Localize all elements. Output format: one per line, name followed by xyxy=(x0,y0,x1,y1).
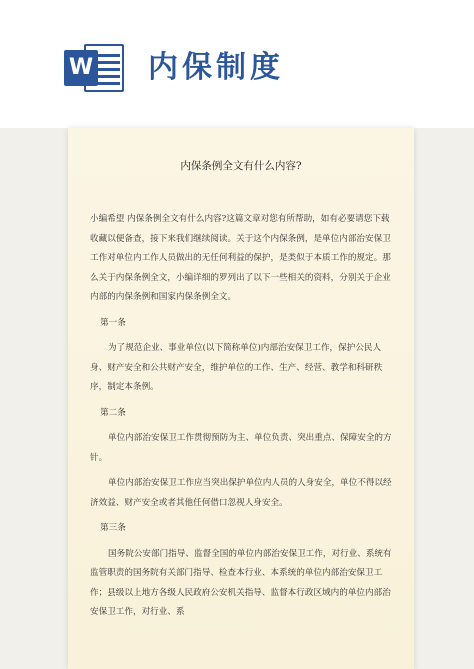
article-1-text: 为了规范企业、事业单位(以下简称单位)内部治安保卫工作，保护公民人身、财产安全和公共财产安全，维护单位的工作、生产、经营、教学和科研秩序，制定本条例。 xyxy=(90,343,383,392)
article-2-text-1: 单位内部治安保卫工作贯彻预防为主、单位负责、突出重点、保障安全的方针。 xyxy=(90,433,392,463)
header xyxy=(0,0,474,128)
article-3-text: 国务院公安部门指导、监督全国的单位内部治安保卫工作，对行业、系统有监管职责的国务院有关部门指导、检查本行业、本系统的单位内部治安保卫工作；县级以上地方各级人民政府公安机关指导、监督本行政区域内的单位内部治安保卫工作，对行业、系 xyxy=(90,548,392,617)
document-stage xyxy=(0,128,474,669)
document-body xyxy=(90,210,394,623)
page-title: 内保制度 xyxy=(148,50,284,85)
article-2-text-2: 单位内部治安保卫工作应当突出保护单位内人员的人身安全，单位不得以经济效益、财产安全或者其他任何借口忽视人身安全。 xyxy=(90,478,392,508)
article-heading-3: 第三条 xyxy=(100,523,126,533)
document-page xyxy=(68,128,414,669)
document-title: 内保条例全文有什么内容? xyxy=(180,160,302,172)
article-heading-2: 第二条 xyxy=(100,407,126,418)
paragraph-intro: 小编希望 内保条例全文有什么内容?这篇文章对您有所帮助，如有必要请您下载收藏以便备查，接下来我们继续阅读。关于这个内保条例，是单位内部治安保卫工作对单位内工作人员做出的无任何利益的保护，是类似于本质工作的规定。那么关于内保条例全文，小编详细的罗列出了以下一些相关的资料，分别关于企业内部的内保条例和国家内保条例全文。 xyxy=(90,214,391,302)
word-logo-icon xyxy=(64,40,126,96)
article-heading-1: 第一条 xyxy=(100,317,126,328)
word-letter: W xyxy=(64,50,98,86)
